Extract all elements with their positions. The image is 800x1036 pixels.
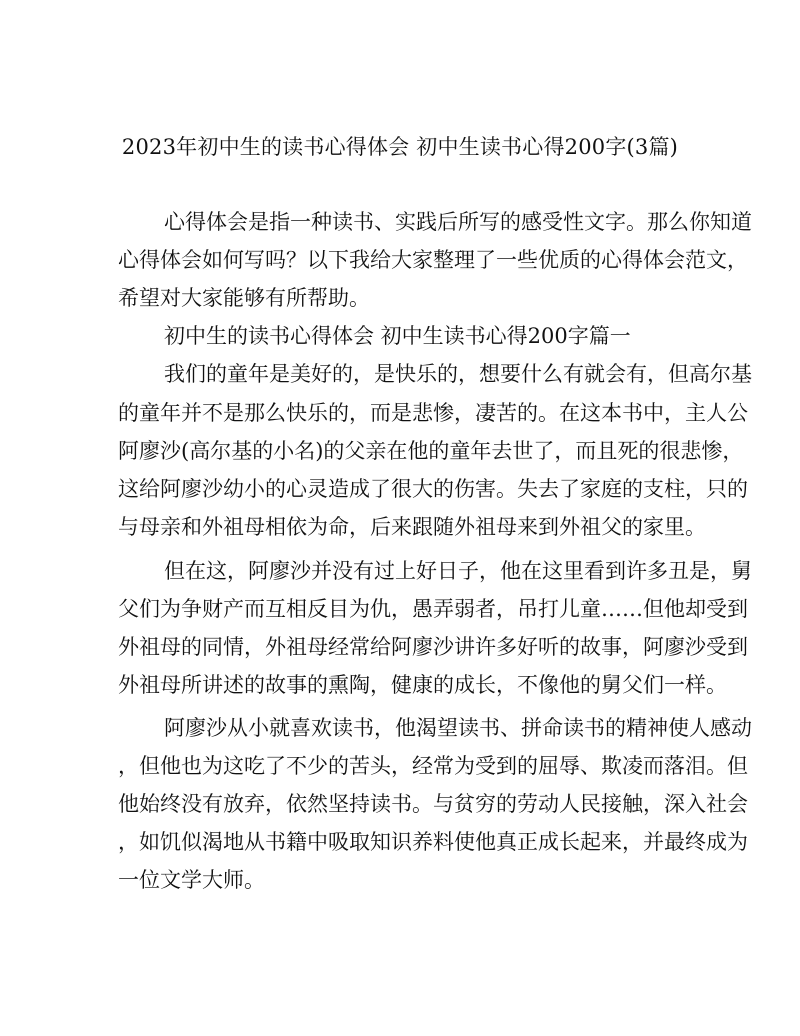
body-line-5: 与母亲和外祖母相依为命，后来跟随外祖母来到外祖父的家里。	[118, 515, 706, 539]
intro-line-3: 希望对大家能够有所帮助。	[118, 286, 370, 310]
body-line-4: 这给阿廖沙幼小的心灵造成了很大的伤害。失去了家庭的支柱，只的	[118, 477, 748, 501]
body-line-2: 的童年并不是那么快乐的，而是悲惨，凄苦的。在这本书中，主人公	[118, 401, 748, 425]
body-line-9: 外祖母所讲述的故事的熏陶，健康的成长，不像他的舅父们一样。	[118, 673, 727, 697]
body-line-12: 他始终没有放弃，依然坚持读书。与贫穷的劳动人民接触，深入社会	[118, 792, 748, 816]
body-line-14: 一位文学大师。	[118, 868, 265, 892]
section-heading: 初中生的读书心得体会 初中生读书心得200字篇一	[164, 324, 631, 348]
body-line-1: 我们的童年是美好的，是快乐的，想要什么有就会有，但高尔基	[164, 362, 752, 386]
body-line-6: 但在这，阿廖沙并没有过上好日子，他在这里看到许多丑是，舅	[164, 559, 752, 583]
intro-line-1: 心得体会是指一种读书、实践后所写的感受性文字。那么你知道	[164, 210, 752, 234]
body-line-7: 父们为争财产而互相反目为仇，愚弄弱者，吊打儿童……但他却受到	[118, 597, 748, 621]
body-line-3: 阿廖沙(高尔基的小名)的父亲在他的童年去世了，而且死的很悲惨，	[118, 439, 744, 463]
body-line-13: ，如饥似渴地从书籍中吸取知识养料使他真正成长起来，并最终成为	[118, 830, 748, 854]
intro-line-2: 心得体会如何写吗？以下我给大家整理了一些优质的心得体会范文，	[118, 248, 748, 272]
document-title: 2023年初中生的读书心得体会 初中生读书心得200字(3篇)	[121, 135, 679, 159]
body-line-10: 阿廖沙从小就喜欢读书，他渴望读书、拼命读书的精神使人感动	[164, 716, 752, 740]
body-line-8: 外祖母的同情，外祖母经常给阿廖沙讲许多好听的故事，阿廖沙受到	[118, 635, 748, 659]
body-line-11: ，但他也为这吃了不少的苦头，经常为受到的屈辱、欺凌而落泪。但	[118, 754, 748, 778]
